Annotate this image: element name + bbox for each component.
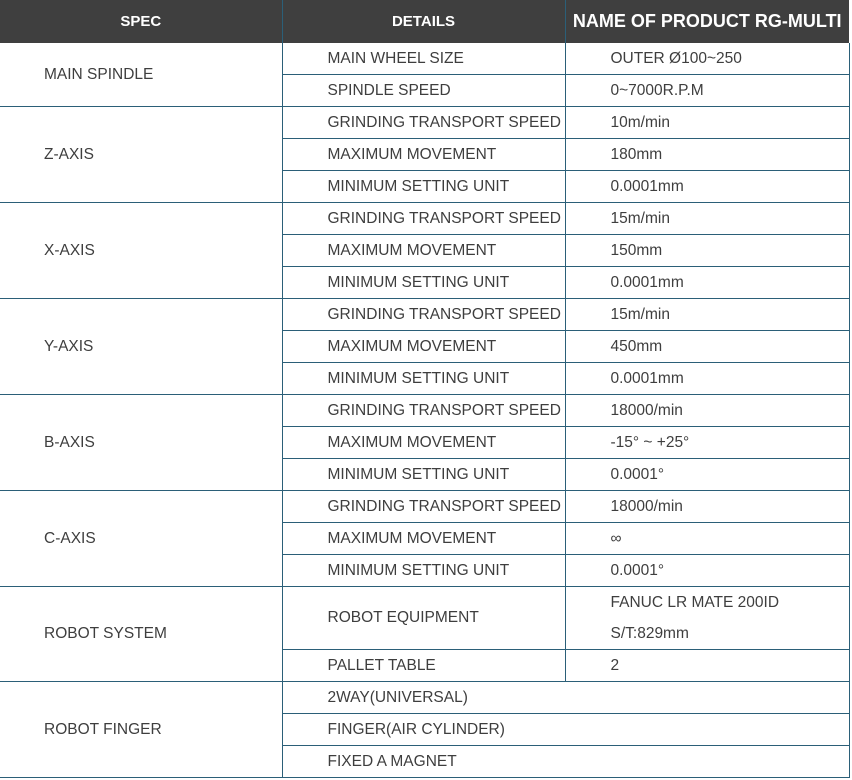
spec-main-spindle: MAIN SPINDLE [0, 43, 282, 107]
detail-cell: MINIMUM SETTING UNIT [282, 267, 565, 299]
value-cell: 15m/min [565, 299, 849, 331]
detail-cell: GRINDING TRANSPORT SPEED [282, 107, 565, 139]
detail-cell: FIXED A MAGNET [282, 746, 849, 778]
value-cell: 18000/min [565, 491, 849, 523]
detail-cell: GRINDING TRANSPORT SPEED [282, 299, 565, 331]
header-details: DETAILS [282, 0, 565, 43]
value-cell: OUTER Ø100~250 [565, 43, 849, 75]
detail-cell: GRINDING TRANSPORT SPEED [282, 203, 565, 235]
value-cell: 2 [565, 650, 849, 682]
value-cell: 0.0001mm [565, 363, 849, 395]
value-line: S/T:829mm [610, 625, 689, 642]
detail-cell: SPINDLE SPEED [282, 75, 565, 107]
detail-cell: MAIN WHEEL SIZE [282, 43, 565, 75]
detail-cell: FINGER(AIR CYLINDER) [282, 714, 849, 746]
table-row [0, 395, 849, 427]
table-row [0, 682, 849, 714]
table-row [0, 107, 849, 139]
detail-cell: MINIMUM SETTING UNIT [282, 459, 565, 491]
table-row [0, 203, 849, 235]
value-cell: 0.0001° [565, 555, 849, 587]
detail-cell: ROBOT EQUIPMENT [282, 587, 565, 650]
header-product: NAME OF PRODUCT RG-MULTI [565, 0, 849, 43]
spec-c-axis: C-AXIS [0, 491, 282, 587]
detail-cell: PALLET TABLE [282, 650, 565, 682]
detail-cell: MAXIMUM MOVEMENT [282, 523, 565, 555]
detail-cell: 2WAY(UNIVERSAL) [282, 682, 849, 714]
header-row [0, 0, 849, 43]
spec-z-axis: Z-AXIS [0, 107, 282, 203]
detail-cell: MAXIMUM MOVEMENT [282, 139, 565, 171]
value-cell: 450mm [565, 331, 849, 363]
value-cell: 0.0001mm [565, 267, 849, 299]
value-cell: 0~7000R.P.M [565, 75, 849, 107]
detail-cell: MAXIMUM MOVEMENT [282, 235, 565, 267]
value-cell: 18000/min [565, 395, 849, 427]
table-row [0, 43, 849, 75]
spec-x-axis: X-AXIS [0, 203, 282, 299]
table-row [0, 299, 849, 331]
detail-cell: MINIMUM SETTING UNIT [282, 363, 565, 395]
value-cell: 10m/min [565, 107, 849, 139]
value-cell: 15m/min [565, 203, 849, 235]
value-cell [565, 587, 849, 650]
table-row [0, 491, 849, 523]
value-cell: 0.0001mm [565, 171, 849, 203]
detail-cell: GRINDING TRANSPORT SPEED [282, 491, 565, 523]
table-row [0, 587, 849, 650]
value-cell: 150mm [565, 235, 849, 267]
detail-cell: GRINDING TRANSPORT SPEED [282, 395, 565, 427]
spec-robot-system: ROBOT SYSTEM [0, 587, 282, 682]
detail-cell: MAXIMUM MOVEMENT [282, 427, 565, 459]
header-spec: SPEC [0, 0, 282, 43]
spec-b-axis: B-AXIS [0, 395, 282, 491]
detail-cell: MINIMUM SETTING UNIT [282, 171, 565, 203]
value-cell: 0.0001° [565, 459, 849, 491]
value-cell: ∞ [565, 523, 849, 555]
spec-robot-finger: ROBOT FINGER [0, 682, 282, 778]
detail-cell: MINIMUM SETTING UNIT [282, 555, 565, 587]
value-cell: 180mm [565, 139, 849, 171]
detail-cell: MAXIMUM MOVEMENT [282, 331, 565, 363]
value-line: FANUC LR MATE 200ID [610, 594, 780, 611]
spec-y-axis: Y-AXIS [0, 299, 282, 395]
value-cell: -15° ~ +25° [565, 427, 849, 459]
